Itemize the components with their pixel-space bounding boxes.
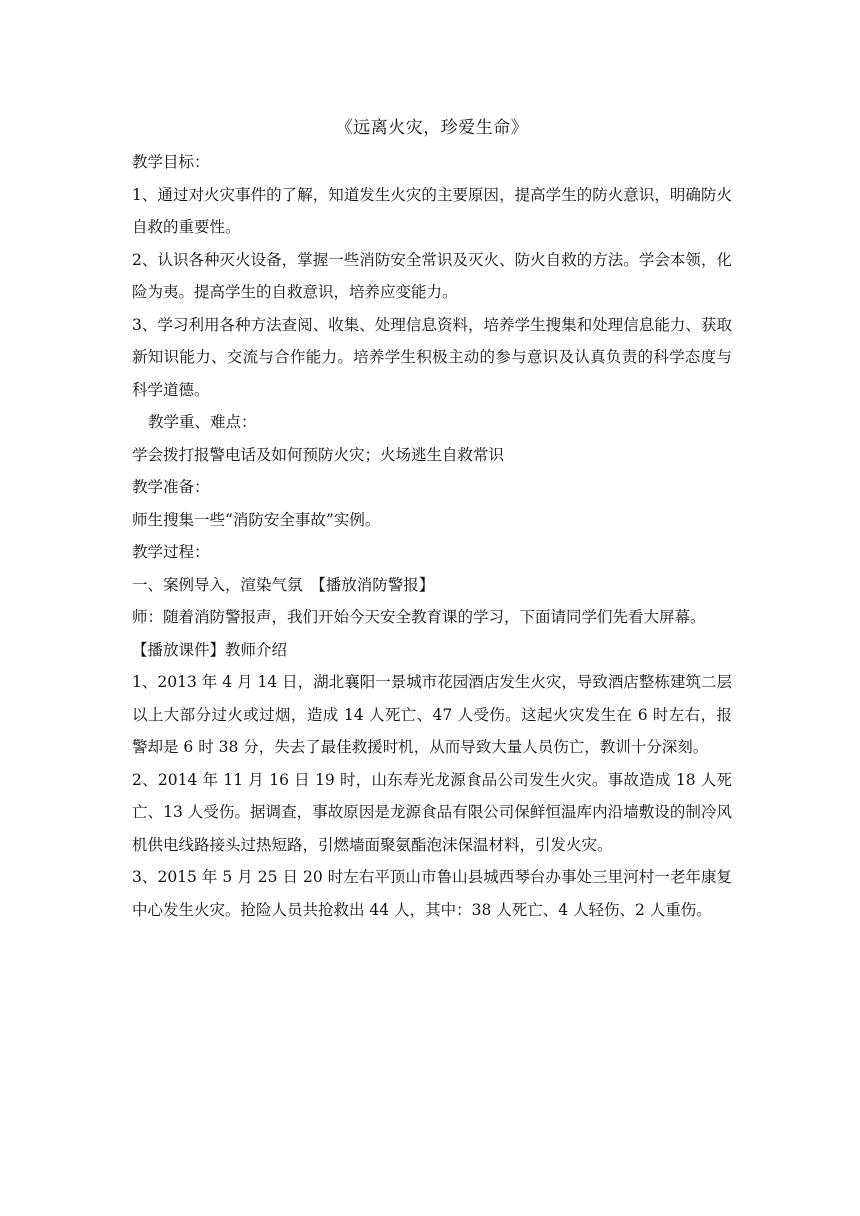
case-2: 2、2014 年 11 月 16 日 19 时，山东寿光龙源食品公司发生火灾。事故造成 18 人死亡、13 人受伤。据调查，事故原因是龙源食品有限公司保鲜恒温库内沿墙敷设的制冷风机供电线路接头过热短路，引燃墙面聚氨酯泡沫保温材料，引发火灾。	[132, 770, 732, 854]
document-body	[132, 114, 732, 926]
objective-1: 1、通过对火灾事件的了解，知道发生火灾的主要原因，提高学生的防火意识，明确防火自救的重要性。	[132, 185, 732, 236]
section-heading-key-points: 教学重、难点：	[148, 413, 257, 431]
case-3: 3、2015 年 5 月 25 日 20 时左右平顶山市鲁山县城西琴台办事处三里河村一老年康复中心发生火灾。抢险人员共抢救出 44 人，其中：38 人死亡、4 人轻伤、2 人重伤。	[132, 868, 732, 919]
key-points-text: 学会拨打报警电话及如何预防火灾；火场逃生自救常识	[132, 445, 505, 464]
teacher-intro-text: 师：随着消防警报声，我们开始今天安全教育课的学习，下面请同学们先看大屏幕。	[132, 608, 706, 626]
case-1: 1、2013 年 4 月 14 日，湖北襄阳一景城市花园酒店发生火灾，导致酒店整栋建筑二层以上大部分过火或过烟，造成 14 人死亡、47 人受伤。这起火灾发生在 6 时左右，报警却是 6 时 38 分，失去了最佳救援时机，从而导致大量人员伤亡，教训十分深刻。	[132, 673, 732, 756]
objective-2: 2、认识各种灭火设备，掌握一些消防安全常识及灭火、防火自救的方法。学会本领，化险为夷。提高学生的自救意识，培养应变能力。	[132, 250, 732, 301]
preparation-text: 师生搜集一些“消防安全事故”实例。	[132, 510, 381, 529]
section-heading-preparation: 教学准备：	[132, 478, 210, 496]
section-heading-process: 教学过程：	[132, 543, 210, 561]
objective-3: 3、学习利用各种方法查阅、收集、处理信息资料，培养学生搜集和处理信息能力、获取新知识能力、交流与合作能力。培养学生积极主动的参与意识及认真负责的科学态度与科学道德。	[132, 315, 732, 399]
document-title: 《远离火灾，珍爱生命》	[335, 118, 529, 138]
section-heading-objectives: 教学目标：	[132, 153, 210, 171]
courseware-note: 【播放课件】教师介绍	[132, 640, 288, 659]
process-step-1-heading: 一、案例导入，渲染气氛 【播放消防警报】	[132, 575, 435, 594]
